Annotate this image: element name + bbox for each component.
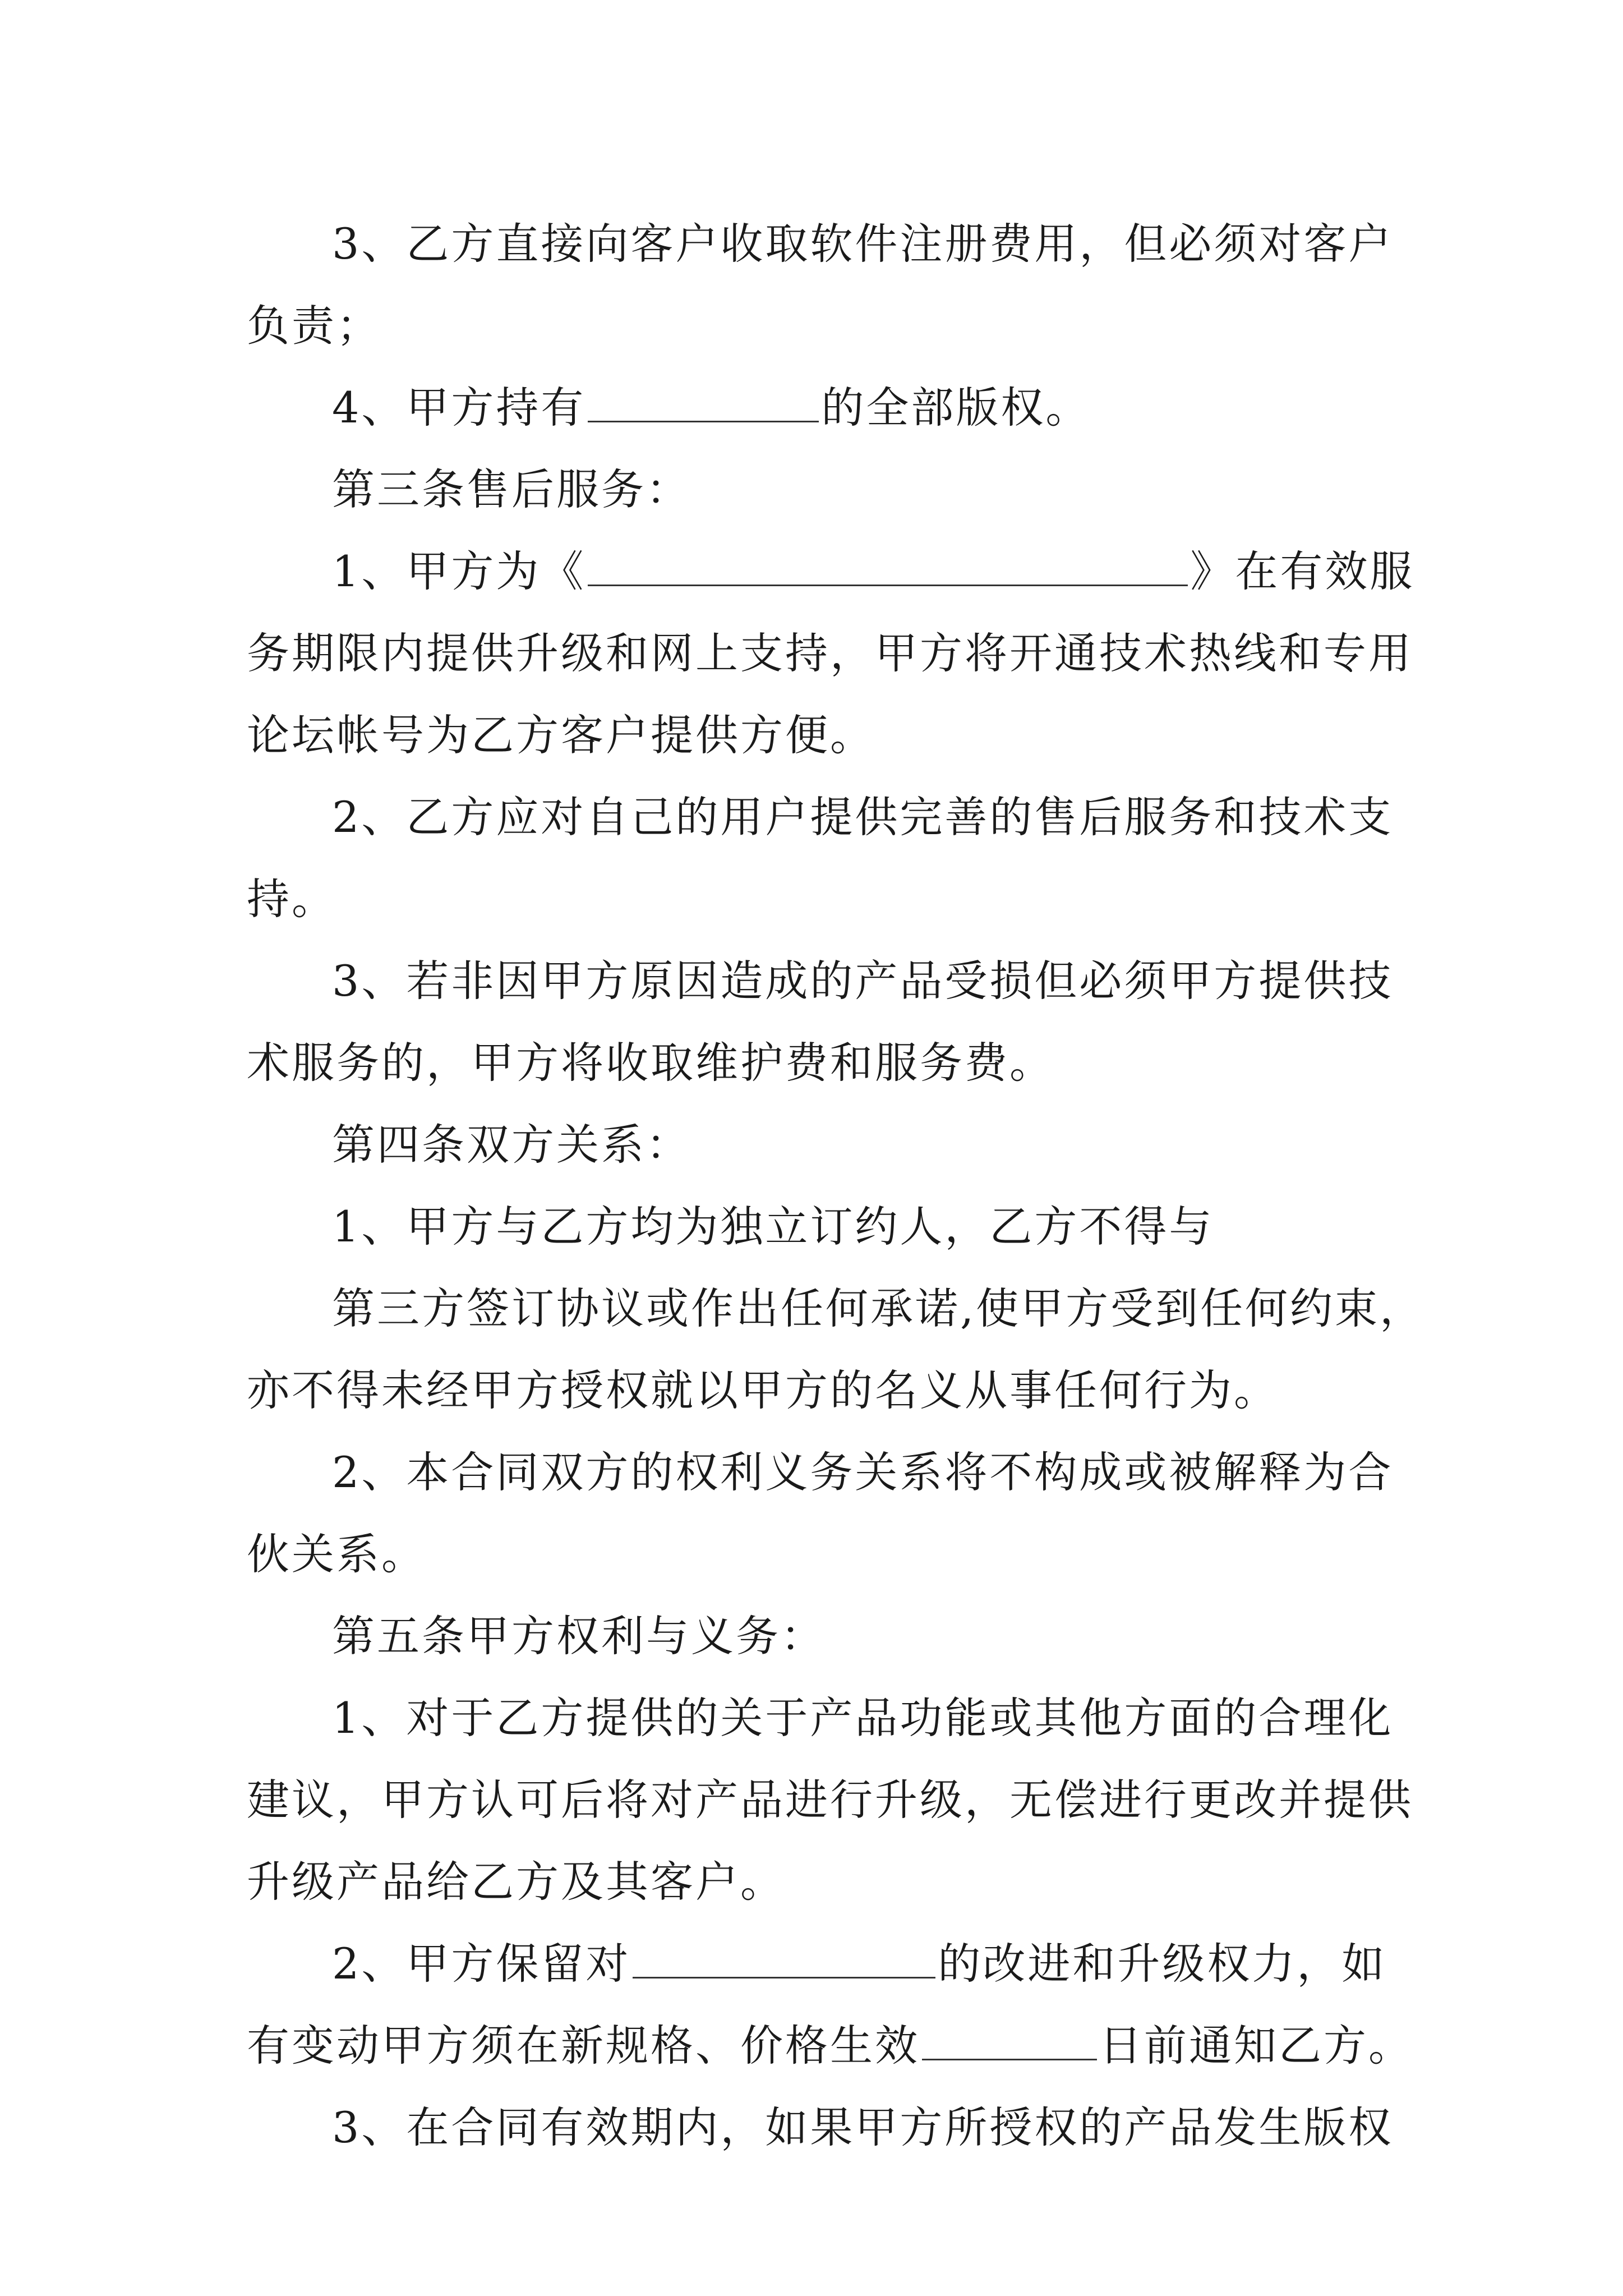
paragraph-line: 伙关系。 xyxy=(247,1529,426,1579)
paragraph-line xyxy=(247,531,1415,613)
paragraph-line xyxy=(247,2005,1413,2087)
paragraph-line: 第三方签订协议或作出任何承诺,使甲方受到任何约束， xyxy=(332,1283,1425,1333)
line-text: 2、甲方保留对 xyxy=(332,1939,631,1989)
paragraph-line: 1、甲方与乙方均为独立订约人，乙方不得与 xyxy=(332,1202,1214,1251)
paragraph-line: 3、若非因甲方原因造成的产品受损但必须甲方提供技 xyxy=(332,956,1394,1006)
paragraph-line xyxy=(247,367,1385,449)
paragraph-line: 术服务的，甲方将收取维护费和服务费。 xyxy=(247,1038,1054,1088)
paragraph-line: 3、乙方直接向客户收取软件注册费用，但必须对客户 xyxy=(332,219,1394,269)
paragraph-line: 2、本合同双方的权利义务关系将不构成或被解释为合 xyxy=(332,1447,1394,1497)
line-text: 有变动甲方须在新规格、价格生效 xyxy=(247,2021,920,2070)
paragraph-line: 亦不得未经甲方授权就以甲方的名义从事任何行为。 xyxy=(247,1365,1279,1415)
paragraph-line: 持。 xyxy=(247,874,336,924)
line-text: 的全部版权。 xyxy=(821,383,1091,432)
line-text: 》在有效服 xyxy=(1190,546,1415,596)
section-heading: 第四条双方关系： xyxy=(332,1120,691,1170)
paragraph-line: 3、在合同有效期内，如果甲方所授权的产品发生版权 xyxy=(332,2102,1394,2152)
paragraph-line: 升级产品给乙方及其客户。 xyxy=(247,1857,785,1907)
paragraph-line: 2、乙方应对自己的用户提供完善的售后服务和技术支 xyxy=(332,792,1394,842)
line-text: 日前通知乙方。 xyxy=(1099,2021,1413,2070)
fill-in-blank xyxy=(633,1942,935,1978)
line-text: 4、甲方持有 xyxy=(332,383,586,432)
paragraph-line: 论坛帐号为乙方客户提供方便。 xyxy=(247,710,875,760)
paragraph-line: 务期限内提供升级和网上支持，甲方将开通技术热线和专用 xyxy=(247,628,1413,678)
fill-in-blank xyxy=(588,550,1188,586)
line-text: 的改进和升级权力，如 xyxy=(938,1939,1387,1989)
section-heading: 第三条售后服务： xyxy=(332,464,691,514)
paragraph-line: 1、对于乙方提供的关于产品功能或其他方面的合理化 xyxy=(332,1693,1394,1743)
line-text: 1、甲方为《 xyxy=(332,546,586,596)
fill-in-blank xyxy=(588,386,819,422)
paragraph-line: 建议，甲方认可后将对产品进行升级，无偿进行更改并提供 xyxy=(247,1775,1413,1825)
paragraph-line: 负责； xyxy=(247,301,381,351)
paragraph-line xyxy=(247,1923,1385,2005)
fill-in-blank xyxy=(922,2024,1097,2060)
section-heading: 第五条甲方权利与义务： xyxy=(332,1611,826,1661)
document-body xyxy=(247,203,1425,2169)
